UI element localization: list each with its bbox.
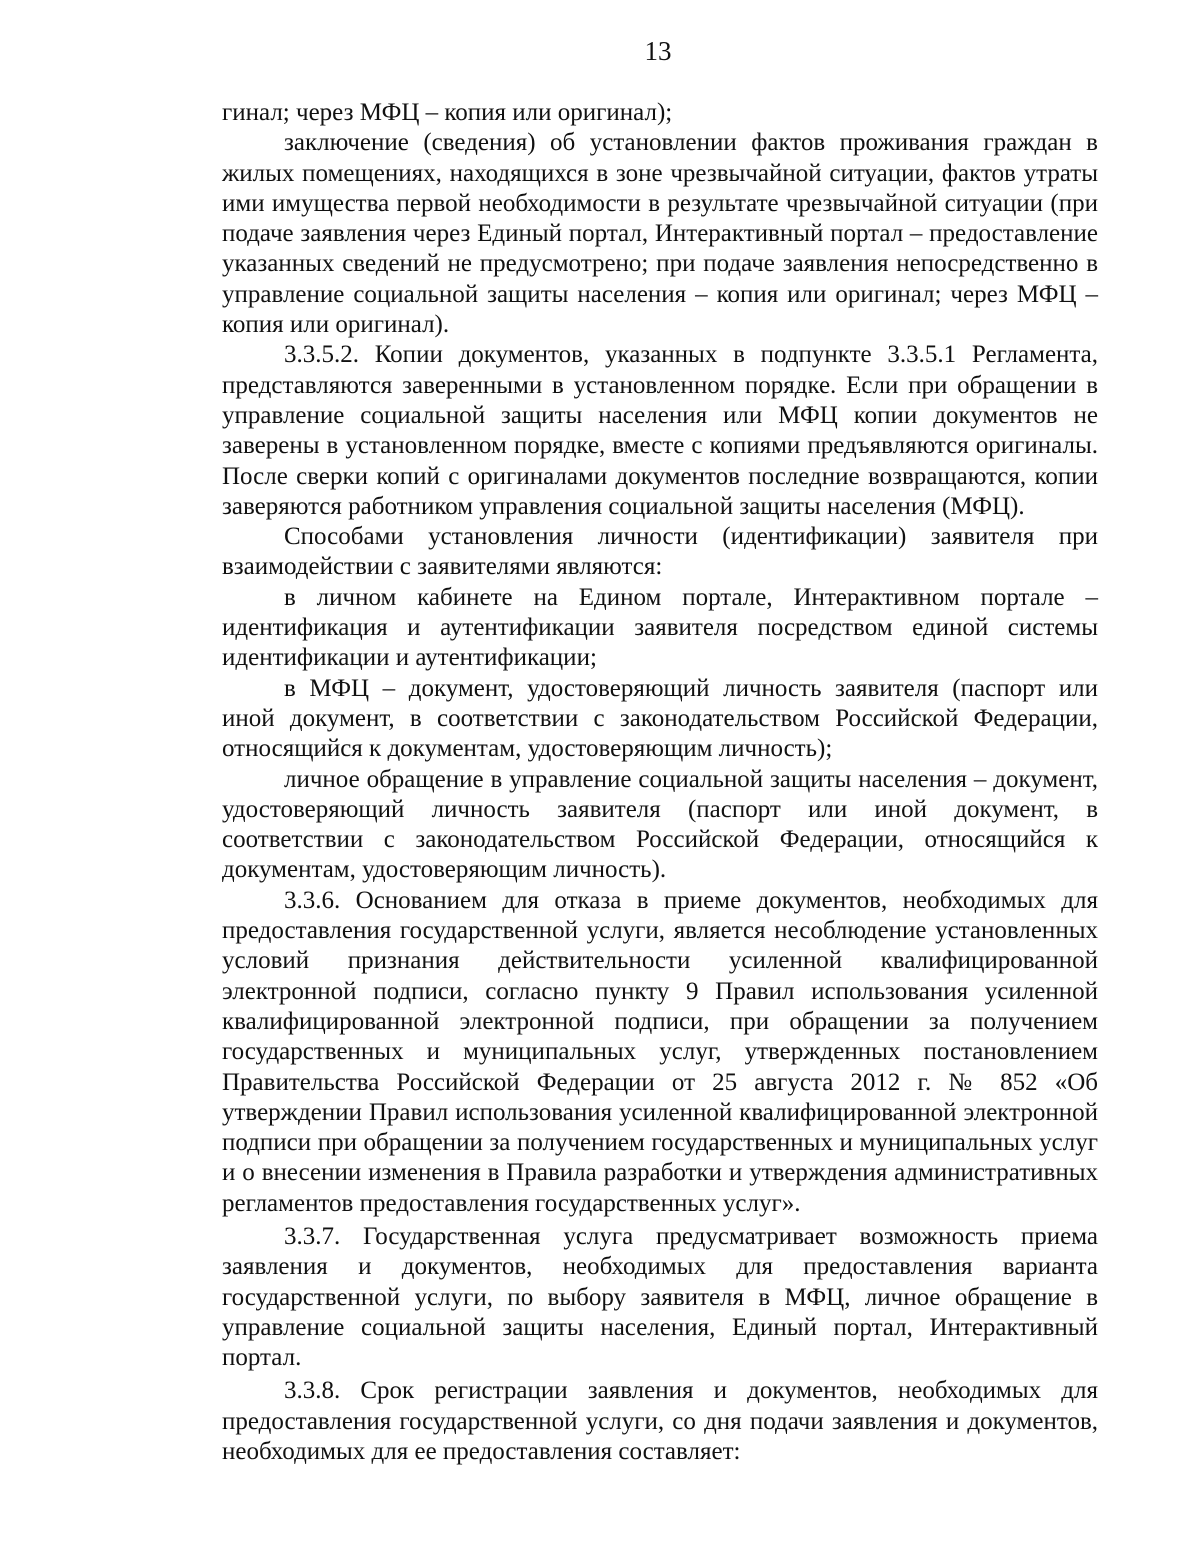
paragraph-3-3-5-2: 3.3.5.2. Копии документов, указанных в подпункте 3.3.5.1 Регламента, представляются заверенными в установленном порядке. Если при обращении в управление социальной защиты населения или МФЦ копии документов не заверены в установленном порядке, вместе с копиями предъявляются оригиналы. После сверки копий с оригиналами документов последние возвращаются, копии заверяются работником управления социальной защиты населения (МФЦ). [222, 341, 1098, 520]
paragraph-3-3-7: 3.3.7. Государственная услуга предусматривает возможность приема заявления и документов, необходимых для предоставления варианта государственной услуги, по выбору заявителя в МФЦ, личное обращение в управление социальной защиты населения, Единый портал, Интерактивный портал. [222, 1222, 1098, 1372]
paragraph-3-3-6: 3.3.6. Основанием для отказа в приеме документов, необходимых для предоставления государственной услуги, является несоблюдение установленных условий признания действительности усиленной квалифицированной электронной подписи, согласно пункту 9 Правил использования усиленной квалифицированной электронной подписи, при обращении за получением государственных и муниципальных услуг, утвержденных постановлением Правительства Российской Федерации от 25 августа 2012 г. № 852 «Об утверждении Правил использования усиленной квалифицированной электронной подписи при обращении за получением государственных и муниципальных услуг и о внесении изменения в Правила разработки и утверждения административных регламентов предоставления государственных услуг». [222, 886, 1098, 1217]
paragraph-continuation: гинал; через МФЦ – копия или оригинал); [222, 99, 673, 126]
paragraph-identification-methods: Способами установления личности (идентификации) заявителя при взаимодействии с заявителями являются: [222, 523, 1098, 581]
page-number: 13 [644, 36, 672, 66]
paragraph-identification-portal: в личном кабинете на Едином портале, Интерактивном портале – идентификация и аутентификации заявителя посредством единой системы идентификации и аутентификации; [222, 583, 1098, 672]
paragraph-3-3-8: 3.3.8. Срок регистрации заявления и документов, необходимых для предоставления государственной услуги, со дня подачи заявления и документов, необходимых для ее предоставления составляет: [222, 1377, 1098, 1466]
paragraph-emergency-conclusion: заключение (сведения) об установлении фактов проживания граждан в жилых помещениях, находящихся в зоне чрезвычайной ситуации, фактов утраты ими имущества первой необходимости в результате чрезвычайной ситуации (при подаче заявления через Единый портал, Интерактивный портал – предоставление указанных сведений не предусмотрено; при подаче заявления непосредственно в управление социальной защиты населения – копия или оригинал; через МФЦ – копия или оригинал). [222, 129, 1098, 339]
document-body [222, 98, 1098, 1467]
paragraph-identification-personal: личное обращение в управление социальной защиты населения – документ, удостоверяющий личность заявителя (паспорт или иной документ, в соответствии с законодательством Российской Федерации, относящийся к документам, удостоверяющим личность). [222, 765, 1098, 884]
paragraph-identification-mfc: в МФЦ – документ, удостоверяющий личность заявителя (паспорт или иной документ, в соответствии с законодательством Российской Федерации, относящийся к документам, удостоверяющим личность); [222, 674, 1098, 763]
